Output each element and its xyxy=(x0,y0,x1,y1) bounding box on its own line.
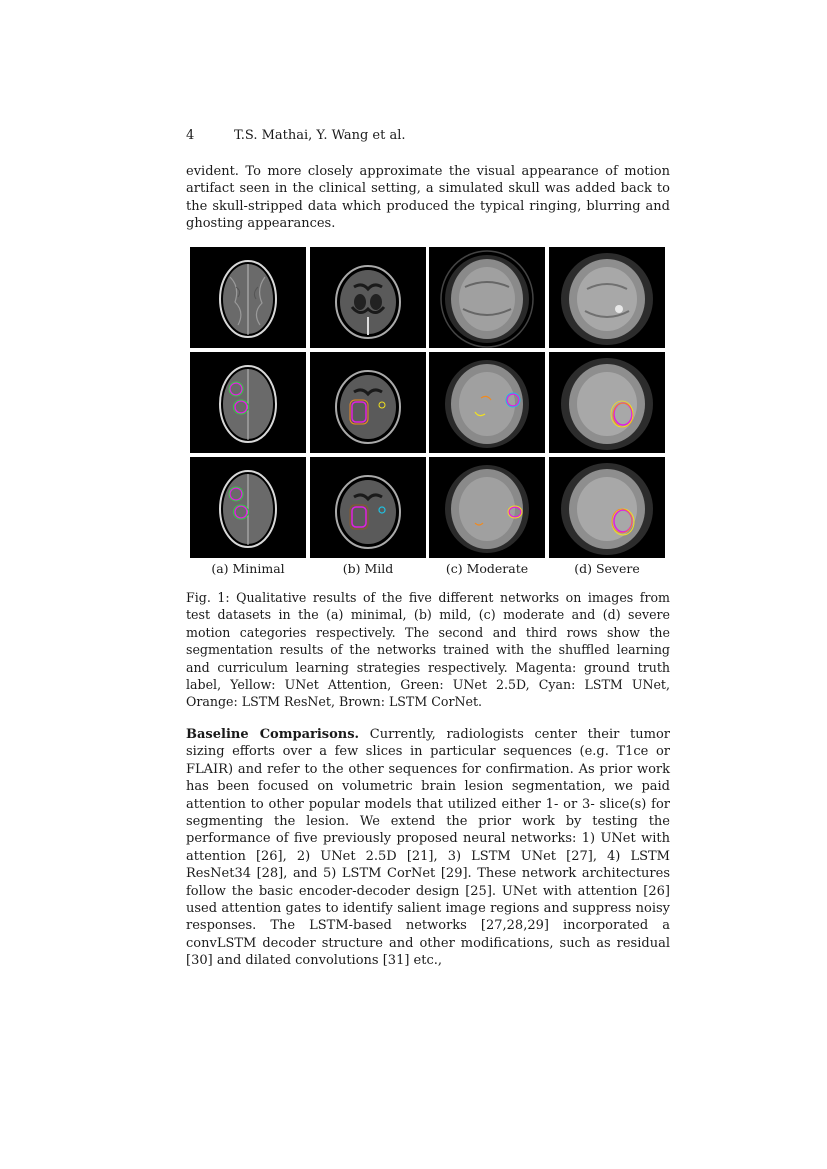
intro-paragraph: evident. To more closely approximate the visual appearance of motion artifact seen in the clinical setting, a simulated skull was added back to the skull-stripped data which produced the typical ringing, blurring and ghosting appearances. xyxy=(186,164,670,232)
panel-severe-curriculum xyxy=(549,457,665,558)
panel-minimal-shuffled xyxy=(190,352,306,453)
panel-mild-curriculum xyxy=(310,457,426,558)
panel-minimal-input xyxy=(190,247,306,348)
figure-1 xyxy=(190,247,665,581)
figure-subcaptions xyxy=(190,561,665,581)
subcaption-b: (b) Mild xyxy=(342,561,394,576)
panel-minimal-curriculum xyxy=(190,457,306,558)
panel-severe-input xyxy=(549,247,665,348)
panel-moderate-shuffled xyxy=(429,352,545,453)
page-number: 4 xyxy=(186,128,195,143)
caption-text: Qualitative results of the five different networks on images from test datasets in the (a) minimal, (b) mild, (c) moderate and (d) severe motion categories respectively. The second and third rows show the segmentation results of the networks trained with the shuffled learning and curriculum learning strategies respectively. Magenta: ground truth label, Yellow: UNet Attention, Green: UNet 2.5D, Cyan: LSTM UNet, Orange: LSTM ResNet, Brown: LSTM CorNet. xyxy=(186,590,670,710)
running-authors: T.S. Mathai, Y. Wang et al. xyxy=(234,128,406,143)
panel-mild-input xyxy=(310,247,426,348)
panel-mild-shuffled xyxy=(310,352,426,453)
caption-label: Fig. 1: xyxy=(186,590,230,605)
panel-severe-shuffled xyxy=(549,352,665,453)
subcaption-a: (a) Minimal xyxy=(211,561,285,576)
figure-caption xyxy=(186,589,670,711)
subcaption-d: (d) Severe xyxy=(574,561,640,576)
baseline-paragraph xyxy=(186,726,670,970)
panel-moderate-curriculum xyxy=(429,457,545,558)
figure-image-grid xyxy=(190,247,665,558)
baseline-text: Currently, radiologists center their tumor sizing efforts over a few slices in particular sequences (e.g. T1ce or FLAIR) and refer to the other sequences for confirmation. As prior work has been focused on volumetric brain lesion segmentation, we paid attention to other popular models that utilized either 1- or 3- slice(s) for segmenting the lesion. We extend the prior work by testing the performance of five previously proposed neural networks: 1) UNet with attention [26], 2) UNet 2.5D [21], 3) LSTM UNet [27], 4) LSTM ResNet34 [28], and 5) LSTM CorNet [29]. These network architectures follow the basic encoder-decoder design [25]. UNet with attention [26] used attention gates to identify salient image regions and suppress noisy responses. The LSTM-based networks [27,28,29] incorporated a convLSTM decoder structure and other modifications, such as residual [30] and dilated convolutions [31] etc., xyxy=(186,727,670,969)
panel-moderate-input xyxy=(429,247,545,348)
subcaption-c: (c) Moderate xyxy=(445,561,529,576)
section-heading: Baseline Comparisons. xyxy=(186,727,360,742)
